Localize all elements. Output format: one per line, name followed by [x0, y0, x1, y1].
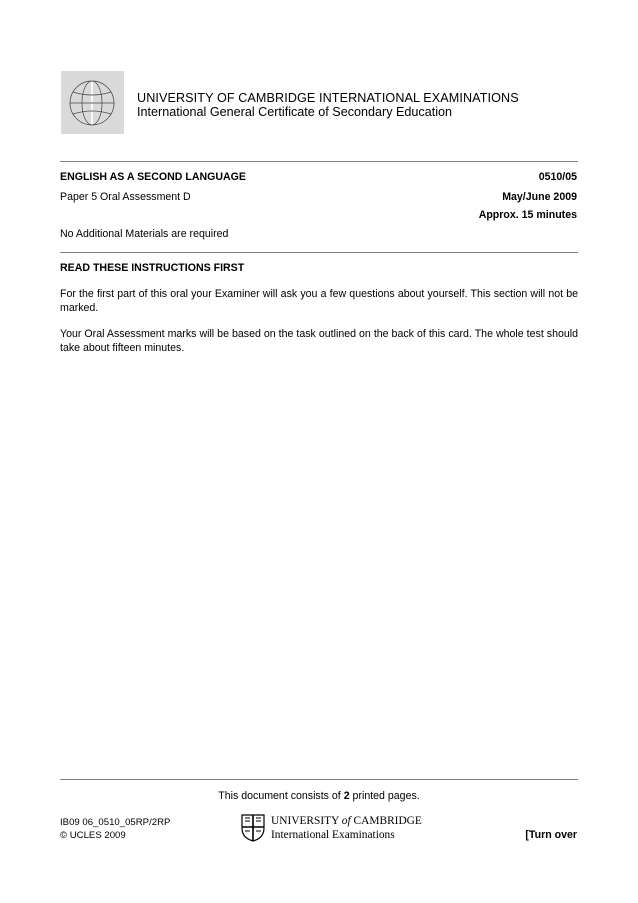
logo-cambridge: CAMBRIDGE	[353, 815, 422, 827]
exam-duration: Approx. 15 minutes	[478, 209, 577, 221]
exam-session: May/June 2009	[502, 191, 577, 203]
instruction-paragraph-1: For the first part of this oral your Examiner will ask you a few questions about yourself. This section will not be marked.	[60, 288, 578, 314]
globe-logo-icon	[61, 71, 124, 134]
page-count-suffix: printed pages.	[349, 790, 420, 802]
page-count-prefix: This document consists of	[218, 790, 344, 802]
logo-of: of	[341, 815, 351, 827]
copyright-notice: © UCLES 2009	[60, 830, 126, 841]
page-count-number: 2	[343, 790, 350, 802]
turn-over-note: [Turn over	[525, 829, 577, 841]
cambridge-logo-line1	[271, 815, 422, 827]
logo-university: UNIVERSITY	[271, 815, 339, 827]
cambridge-logo-line2: International Examinations	[271, 829, 395, 841]
page-count-note	[0, 790, 638, 802]
document-reference: IB09 06_0510_05RP/2RP	[60, 817, 171, 828]
institution-name: UNIVERSITY OF CAMBRIDGE INTERNATIONAL EXAMINATIONS	[137, 91, 519, 105]
paper-name: Paper 5 Oral Assessment D	[60, 191, 191, 203]
cambridge-shield-icon	[241, 814, 265, 842]
instructions-heading: READ THESE INSTRUCTIONS FIRST	[60, 262, 245, 274]
divider	[60, 252, 578, 253]
subject-title: ENGLISH AS A SECOND LANGUAGE	[60, 171, 246, 183]
materials-note: No Additional Materials are required	[60, 228, 229, 240]
instruction-paragraph-2: Your Oral Assessment marks will be based on the task outlined on the back of this card. The whole test should take about fifteen minutes.	[60, 328, 578, 354]
qualification-name: International General Certificate of Secondary Education	[137, 105, 453, 119]
paper-code: 0510/05	[538, 171, 577, 183]
divider	[60, 161, 578, 162]
divider	[60, 779, 578, 780]
